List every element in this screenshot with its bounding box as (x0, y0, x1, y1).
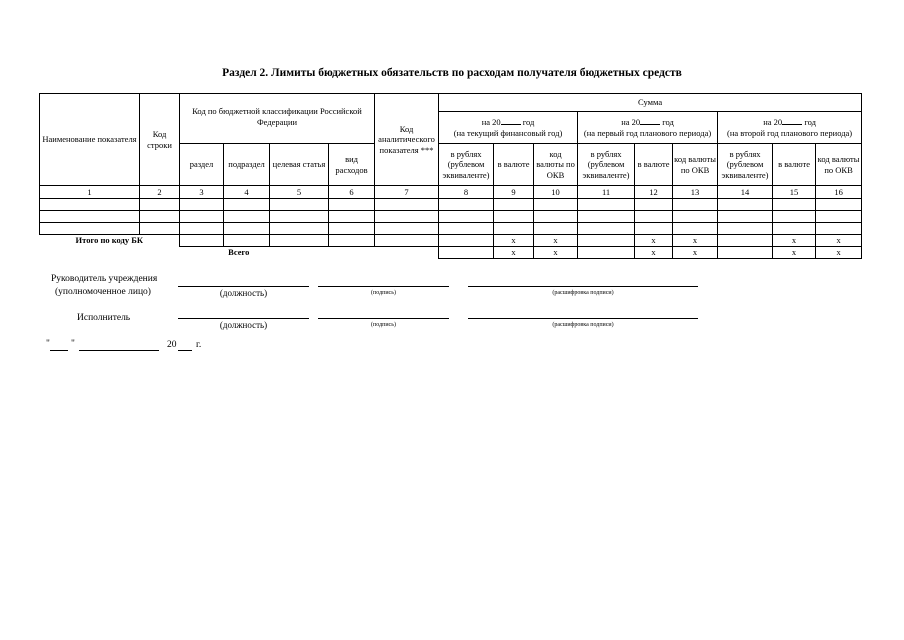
executor-decoding-line[interactable] (468, 318, 698, 319)
col-name-header: Наименование показателя (40, 94, 140, 186)
x-mark: x (773, 247, 816, 259)
table-cell (494, 211, 534, 223)
table-cell (534, 211, 578, 223)
year2-suffix: год (662, 117, 674, 128)
x-mark: x (673, 247, 718, 259)
x-mark: x (816, 247, 862, 259)
sum-header: Сумма (439, 94, 862, 112)
y3-val-header: в валюте (773, 144, 816, 186)
table-cell (224, 235, 270, 247)
table-cell (329, 235, 375, 247)
column-number: 6 (329, 186, 375, 199)
table-cell (270, 235, 329, 247)
executor-decoding-caption: (расшифровка подписи) (552, 322, 614, 328)
table-cell (578, 199, 635, 211)
table-cell (270, 211, 329, 223)
head-decoding-line[interactable] (468, 286, 698, 287)
executor-position-caption: (должность) (219, 320, 268, 330)
column-number: 9 (494, 186, 534, 199)
table-cell (439, 247, 494, 259)
y1-rub-header: в рублях (рублевом эквиваленте) (439, 144, 494, 186)
table-cell (375, 235, 439, 247)
column-number-row (40, 186, 862, 199)
year3-blank (782, 116, 802, 125)
date-quote-open: " (46, 339, 50, 349)
head-decoding-caption: (расшифровка подписи) (552, 290, 614, 296)
date-year-line[interactable] (178, 350, 192, 351)
table-cell (329, 223, 375, 235)
column-number: 13 (673, 186, 718, 199)
celevaya-header: целевая статья (270, 144, 329, 186)
section-title: Раздел 2. Лимиты бюджетных обязательств по расходам получателя бюджетных средств (222, 67, 682, 79)
head-position-caption: (должность) (219, 288, 268, 298)
table-cell (578, 247, 635, 259)
table-row (40, 199, 862, 211)
table-cell (270, 223, 329, 235)
year1-suffix: год (522, 117, 535, 128)
year3-suffix: год (804, 117, 816, 128)
table-cell (140, 211, 180, 223)
table-cell (673, 223, 718, 235)
table-cell (773, 211, 816, 223)
vid-header: вид расходов (329, 144, 375, 186)
table-cell (534, 199, 578, 211)
year1-header (439, 112, 578, 144)
table-cell (224, 199, 270, 211)
column-number: 1 (40, 186, 140, 199)
table-cell (578, 235, 635, 247)
column-number: 3 (180, 186, 224, 199)
year2-header (578, 112, 718, 144)
column-number: 5 (270, 186, 329, 199)
table-cell (816, 199, 862, 211)
executor-signature-caption: (подпись) (371, 322, 396, 328)
executor-signature-line[interactable] (318, 318, 449, 319)
table-cell (718, 235, 773, 247)
table-cell (180, 223, 224, 235)
table-cell (40, 211, 140, 223)
executor-label: Исполнитель (77, 313, 131, 323)
table-cell (494, 223, 534, 235)
header-row-1 (40, 94, 862, 112)
table-cell (635, 211, 673, 223)
table-cell (439, 199, 494, 211)
table-cell (375, 223, 439, 235)
table-cell (329, 199, 375, 211)
table-cell (375, 199, 439, 211)
year3-prefix: на 20 (763, 117, 783, 128)
year3-header (718, 112, 862, 144)
head-label-line1: Руководитель учреждения (51, 274, 158, 284)
column-number: 16 (816, 186, 862, 199)
x-mark: x (494, 247, 534, 259)
head-label-line2: (уполномоченное лицо) (55, 287, 151, 297)
table-cell (140, 223, 180, 235)
column-number: 2 (140, 186, 180, 199)
limits-table (39, 93, 862, 259)
table-row (40, 223, 862, 235)
column-number: 12 (635, 186, 673, 199)
x-mark: x (816, 235, 862, 247)
y3-rub-header: в рублях (рублевом эквиваленте) (718, 144, 773, 186)
table-row (40, 211, 862, 223)
vsego-label: Всего (228, 247, 250, 258)
head-signature-caption: (подпись) (371, 290, 396, 296)
date-year-suffix: г. (196, 340, 202, 350)
table-cell (673, 199, 718, 211)
table-cell (773, 223, 816, 235)
date-day-line[interactable] (50, 350, 68, 351)
column-number: 15 (773, 186, 816, 199)
date-month-line[interactable] (79, 350, 159, 351)
table-cell (140, 199, 180, 211)
col-analytic-header: Код аналитического показателя *** (375, 94, 439, 186)
table-cell (224, 211, 270, 223)
year3-subtitle: (на второй год планового периода) (727, 128, 853, 138)
year2-blank (640, 116, 660, 125)
table-cell (816, 223, 862, 235)
head-position-line[interactable] (178, 286, 309, 287)
table-cell (180, 235, 224, 247)
table-cell (773, 199, 816, 211)
column-number: 4 (224, 186, 270, 199)
table-cell (270, 199, 329, 211)
column-number: 14 (718, 186, 773, 199)
y2-val-header: в валюте (635, 144, 673, 186)
x-mark: x (534, 235, 578, 247)
table-cell (439, 223, 494, 235)
table-cell (439, 235, 494, 247)
x-mark: x (534, 247, 578, 259)
year2-subtitle: (на первый год планового периода) (583, 128, 712, 138)
table-cell (816, 211, 862, 223)
y2-rub-header: в рублях (рублевом эквиваленте) (578, 144, 635, 186)
podrazdel-header: подраздел (224, 144, 270, 186)
table-cell (40, 223, 140, 235)
x-mark: x (635, 235, 673, 247)
date-year-prefix: 20 (167, 340, 177, 350)
razdel-header: раздел (180, 144, 224, 186)
column-number: 7 (375, 186, 439, 199)
table-cell (494, 199, 534, 211)
executor-position-line[interactable] (178, 318, 309, 319)
x-mark: x (673, 235, 718, 247)
itogo-label: Итого по коду БК (40, 235, 180, 247)
column-number: 11 (578, 186, 635, 199)
x-mark: x (494, 235, 534, 247)
year1-blank (501, 116, 521, 125)
y2-okv-header: код валюты по ОКВ (673, 144, 718, 186)
table-cell (40, 199, 140, 211)
table-cell (439, 211, 494, 223)
table-cell (375, 211, 439, 223)
itogo-row (40, 235, 862, 247)
table-cell (578, 223, 635, 235)
table-cell (635, 223, 673, 235)
y3-okv-header: код валюты по ОКВ (816, 144, 862, 186)
col-code-header: Код строки (140, 94, 180, 186)
table-cell (329, 211, 375, 223)
y1-val-header: в валюте (494, 144, 534, 186)
head-signature-line[interactable] (318, 286, 449, 287)
year2-prefix: на 20 (621, 117, 641, 128)
table-cell (635, 199, 673, 211)
table-cell (578, 211, 635, 223)
date-quote-close: " (71, 339, 75, 349)
bk-group-header: Код по бюджетной классификации Российской Федерации (180, 94, 375, 144)
table-cell (718, 247, 773, 259)
x-mark: x (773, 235, 816, 247)
y1-okv-header: код валюты по ОКВ (534, 144, 578, 186)
table-cell (718, 199, 773, 211)
table-cell (224, 223, 270, 235)
x-mark: x (635, 247, 673, 259)
year1-subtitle: (на текущий финансовый год) (453, 128, 563, 138)
column-number: 8 (439, 186, 494, 199)
table-cell (180, 211, 224, 223)
table-cell (180, 199, 224, 211)
vsego-row (40, 247, 862, 259)
year1-prefix: на 20 (481, 117, 501, 128)
column-number: 10 (534, 186, 578, 199)
table-cell (718, 211, 773, 223)
table-cell (718, 223, 773, 235)
table-cell (673, 211, 718, 223)
table-cell (534, 223, 578, 235)
